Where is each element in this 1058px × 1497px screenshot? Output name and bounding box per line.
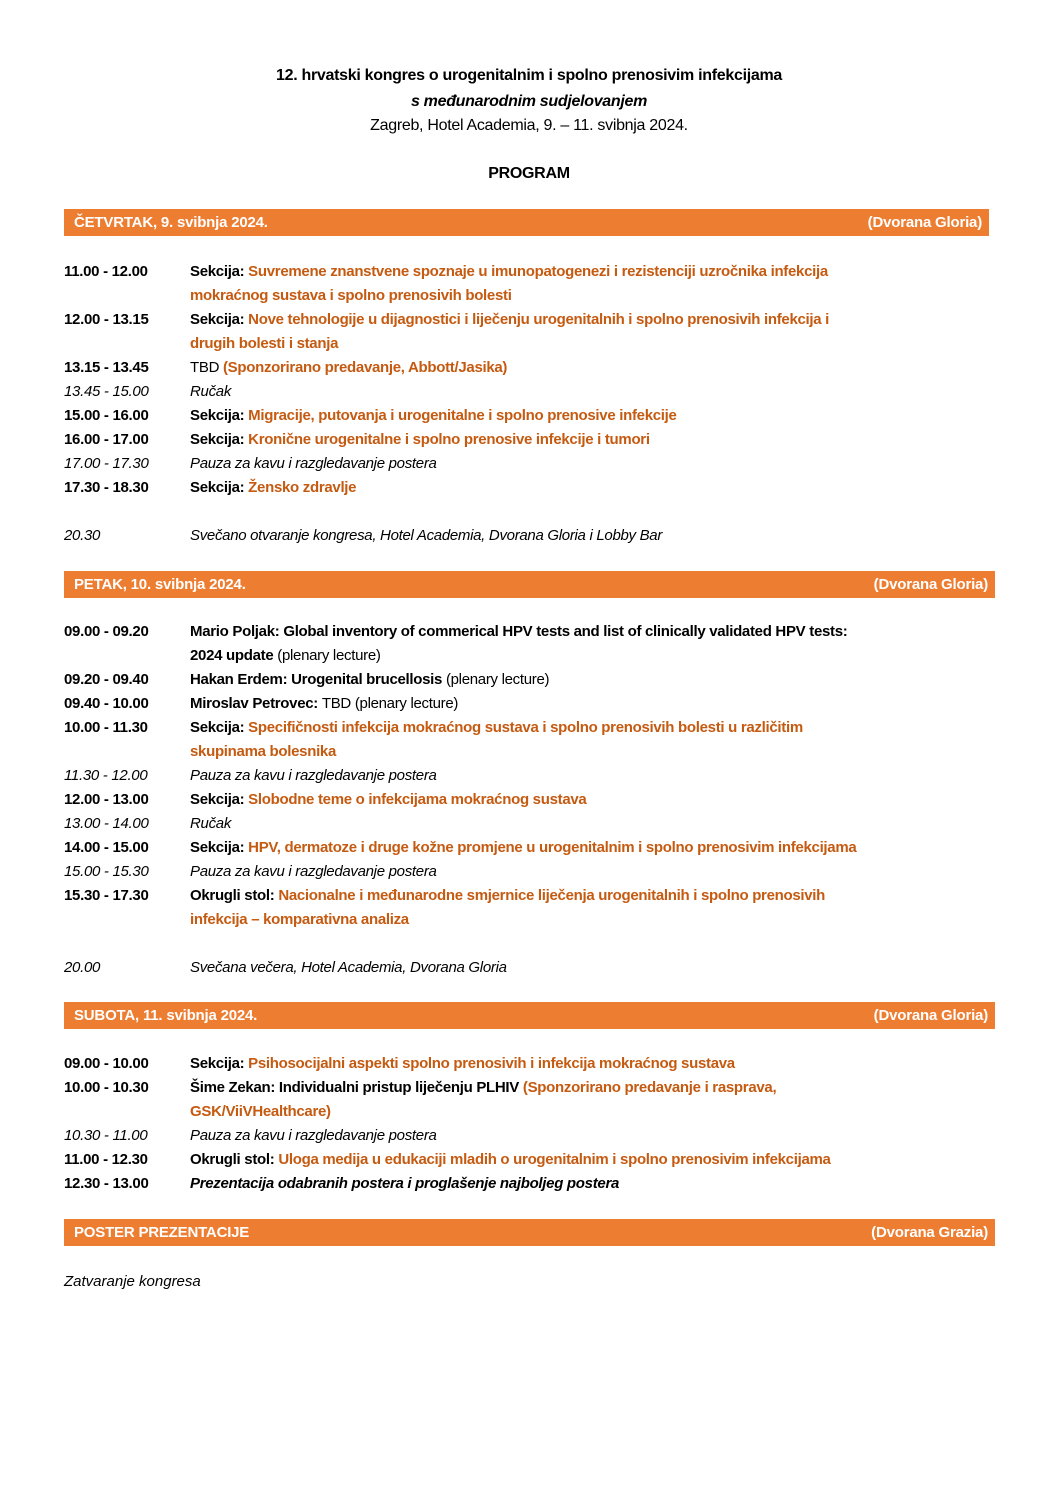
session-label: Pauza za kavu i razgledavanje postera bbox=[190, 863, 437, 880]
session-label: Sekcija: bbox=[190, 479, 249, 496]
program-heading: PROGRAM bbox=[488, 165, 570, 182]
schedule-row bbox=[64, 1172, 1004, 1196]
day-schedule bbox=[64, 620, 1004, 980]
session-label: Pauza za kavu i razgledavanje postera bbox=[190, 455, 437, 472]
schedule-row bbox=[64, 1148, 1004, 1172]
session-label: Sekcija: bbox=[190, 311, 249, 328]
hall-label: (Dvorana Gloria) bbox=[867, 214, 982, 231]
time-slot: 09.40 - 10.00 bbox=[64, 695, 149, 712]
schedule-row bbox=[64, 764, 1004, 788]
time-slot: 09.00 - 10.00 bbox=[64, 1055, 149, 1072]
session-label: Okrugli stol: bbox=[190, 887, 279, 904]
session-text bbox=[190, 956, 507, 980]
session-label: (plenary lecture) bbox=[273, 647, 381, 664]
time-slot: 10.00 - 11.30 bbox=[64, 719, 148, 736]
day-header-bar bbox=[64, 1219, 995, 1246]
session-text bbox=[190, 524, 662, 548]
session-topic: Psihosocijalni aspekti spolno prenosivih i infekcija mokraćnog sustava bbox=[248, 1055, 735, 1072]
session-label: Sekcija: bbox=[190, 407, 249, 424]
session-label: TBD (plenary lecture) bbox=[321, 695, 459, 712]
session-topic: Specifičnosti infekcija mokraćnog sustava i spolno prenosivih bolesti u različitim skupinama bolesnika bbox=[190, 719, 803, 760]
session-text bbox=[190, 380, 231, 404]
session-topic: Nacionalne i međunarodne smjernice liječenja urogenitalnih i spolno prenosivih infekcija – komparativna analiza bbox=[190, 887, 826, 928]
time-slot: 17.00 - 17.30 bbox=[64, 455, 149, 472]
session-topic: Migracije, putovanja i urogenitalne i spolno prenosive infekcije bbox=[248, 407, 677, 424]
session-label: Sekcija: bbox=[190, 263, 249, 280]
time-slot: 11.30 - 12.00 bbox=[64, 767, 148, 784]
schedule-row bbox=[64, 884, 1004, 932]
hall-label: (Dvorana Gloria) bbox=[873, 576, 988, 593]
session-label: Sekcija: bbox=[190, 839, 249, 856]
schedule-row bbox=[64, 260, 1004, 308]
schedule-row bbox=[64, 380, 1004, 404]
time-slot: 09.00 - 09.20 bbox=[64, 623, 149, 640]
session-text bbox=[190, 716, 803, 764]
time-slot: 10.30 - 11.00 bbox=[64, 1127, 148, 1144]
time-slot: 20.00 bbox=[64, 959, 101, 976]
time-slot: 09.20 - 09.40 bbox=[64, 671, 149, 688]
session-text bbox=[190, 692, 458, 716]
session-label: Ručak bbox=[190, 383, 232, 400]
session-text bbox=[190, 1148, 831, 1172]
session-label: Sekcija: bbox=[190, 719, 249, 736]
time-slot: 12.00 - 13.15 bbox=[64, 311, 149, 328]
schedule-row bbox=[64, 428, 1004, 452]
session-label: Svečana večera, Hotel Academia, Dvorana Gloria bbox=[190, 959, 507, 976]
time-slot: 15.00 - 16.00 bbox=[64, 407, 149, 424]
session-topic: HPV, dermatoze i druge kožne promjene u urogenitalnim i spolno prenosivim infekcijama bbox=[248, 839, 857, 856]
session-label: Sekcija: bbox=[190, 1055, 249, 1072]
day-header-bar bbox=[64, 1002, 995, 1029]
schedule-row bbox=[64, 836, 1004, 860]
session-topic: Uloga medija u edukaciji mladih o urogenitalnim i spolno prenosivim infekcijama bbox=[278, 1151, 831, 1168]
session-text bbox=[190, 884, 825, 932]
time-slot: 15.30 - 17.30 bbox=[64, 887, 149, 904]
session-text bbox=[190, 404, 677, 428]
time-slot: 17.30 - 18.30 bbox=[64, 479, 149, 496]
session-text bbox=[190, 1076, 776, 1124]
schedule-row bbox=[64, 1052, 1004, 1076]
session-topic: Nove tehnologije u dijagnostici i liječenju urogenitalnih i spolno prenosivih infekcija i drugih bolesti i stanja bbox=[190, 311, 830, 352]
congress-subtitle: s međunarodnim sudjelovanjem bbox=[410, 93, 648, 110]
session-label: Sekcija: bbox=[190, 791, 249, 808]
session-label: Miroslav Petrovec: bbox=[190, 695, 322, 712]
day-label: PETAK, 10. svibnja 2024. bbox=[74, 576, 246, 593]
session-text bbox=[190, 812, 231, 836]
day-label: ČETVRTAK, 9. svibnja 2024. bbox=[74, 214, 268, 231]
session-label: Prezentacija odabranih postera i proglašenje najboljeg postera bbox=[190, 1175, 620, 1192]
session-text bbox=[190, 668, 549, 692]
day-label: SUBOTA, 11. svibnja 2024. bbox=[74, 1007, 258, 1024]
time-slot: 16.00 - 17.00 bbox=[64, 431, 149, 448]
session-topic: (Sponzorirano predavanje i rasprava, GSK/ViiVHealthcare) bbox=[190, 1079, 777, 1120]
session-label: Šime Zekan: Individualni pristup liječenju PLHIV bbox=[190, 1079, 523, 1096]
session-text bbox=[190, 308, 829, 356]
session-label: (plenary lecture) bbox=[442, 671, 550, 688]
session-topic: Žensko zdravlje bbox=[248, 479, 357, 496]
schedule-row bbox=[64, 812, 1004, 836]
time-slot: 13.45 - 15.00 bbox=[64, 383, 149, 400]
session-text bbox=[190, 260, 828, 308]
day-header-bar bbox=[64, 571, 995, 598]
congress-title: 12. hrvatski kongres o urogenitalnim i spolno prenosivim infekcijama bbox=[276, 67, 782, 84]
session-topic: Kronične urogenitalne i spolno prenosive infekcije i tumori bbox=[248, 431, 650, 448]
session-label: TBD bbox=[190, 359, 223, 376]
time-slot: 14.00 - 15.00 bbox=[64, 839, 149, 856]
session-label: Svečano otvaranje kongresa, Hotel Academia, Dvorana Gloria i Lobby Bar bbox=[190, 527, 663, 544]
session-text bbox=[190, 788, 586, 812]
schedule-row bbox=[64, 956, 1004, 980]
session-text bbox=[190, 356, 507, 380]
session-text bbox=[190, 428, 650, 452]
session-text bbox=[190, 452, 437, 476]
hall-label: (Dvorana Gloria) bbox=[873, 1007, 988, 1024]
day-label: POSTER PREZENTACIJE bbox=[74, 1224, 250, 1241]
session-label: Hakan Erdem: Urogenital brucellosis bbox=[190, 671, 443, 688]
session-topic: (Sponzorirano predavanje, Abbott/Jasika) bbox=[222, 359, 508, 376]
time-slot: 11.00 - 12.30 bbox=[64, 1151, 148, 1168]
session-text bbox=[190, 476, 356, 500]
session-text bbox=[190, 836, 856, 860]
schedule-row bbox=[64, 668, 1004, 692]
schedule-row bbox=[64, 692, 1004, 716]
time-slot: 10.00 - 10.30 bbox=[64, 1079, 149, 1096]
spacer bbox=[64, 500, 1004, 524]
schedule-row bbox=[64, 1124, 1004, 1148]
session-topic: Slobodne teme o infekcijama mokraćnog sustava bbox=[248, 791, 587, 808]
day-schedule bbox=[64, 260, 1004, 548]
session-text bbox=[190, 860, 437, 884]
day-header-bar bbox=[64, 209, 989, 236]
session-text bbox=[190, 764, 437, 788]
schedule-row bbox=[64, 524, 1004, 548]
session-label: Ručak bbox=[190, 815, 232, 832]
session-text bbox=[190, 1052, 735, 1076]
schedule-row bbox=[64, 620, 1004, 668]
spacer bbox=[64, 932, 1004, 956]
session-topic: Suvremene znanstvene spoznaje u imunopatogenezi i rezistenciji uzročnika infekcija mokraćnog sustava i spolno prenosivih bolesti bbox=[190, 263, 828, 304]
schedule-row bbox=[64, 308, 1004, 356]
session-label: Okrugli stol: bbox=[190, 1151, 279, 1168]
session-label: Pauza za kavu i razgledavanje postera bbox=[190, 1127, 437, 1144]
congress-venue: Zagreb, Hotel Academia, 9. – 11. svibnja 2024. bbox=[370, 117, 688, 134]
schedule-row bbox=[64, 1076, 1004, 1124]
session-text bbox=[190, 620, 847, 668]
schedule-row bbox=[64, 404, 1004, 428]
time-slot: 13.00 - 14.00 bbox=[64, 815, 149, 832]
hall-label: (Dvorana Grazia) bbox=[871, 1224, 988, 1241]
schedule-row bbox=[64, 860, 1004, 884]
session-label: Sekcija: bbox=[190, 431, 249, 448]
time-slot: 11.00 - 12.00 bbox=[64, 263, 148, 280]
closing-text: Zatvaranje kongresa bbox=[64, 1273, 201, 1290]
day-schedule bbox=[64, 1052, 1004, 1196]
schedule-row bbox=[64, 716, 1004, 764]
session-label: Pauza za kavu i razgledavanje postera bbox=[190, 767, 437, 784]
time-slot: 12.30 - 13.00 bbox=[64, 1175, 149, 1192]
session-label: Mario Poljak: Global inventory of commerical HPV tests and list of clinically validated HPV tests: 2024 update bbox=[190, 623, 848, 664]
session-text bbox=[190, 1172, 619, 1196]
time-slot: 15.00 - 15.30 bbox=[64, 863, 149, 880]
time-slot: 13.15 - 13.45 bbox=[64, 359, 149, 376]
schedule-row bbox=[64, 476, 1004, 500]
schedule-row bbox=[64, 788, 1004, 812]
schedule-row bbox=[64, 452, 1004, 476]
schedule-row bbox=[64, 356, 1004, 380]
session-text bbox=[190, 1124, 437, 1148]
time-slot: 12.00 - 13.00 bbox=[64, 791, 149, 808]
time-slot: 20.30 bbox=[64, 527, 101, 544]
